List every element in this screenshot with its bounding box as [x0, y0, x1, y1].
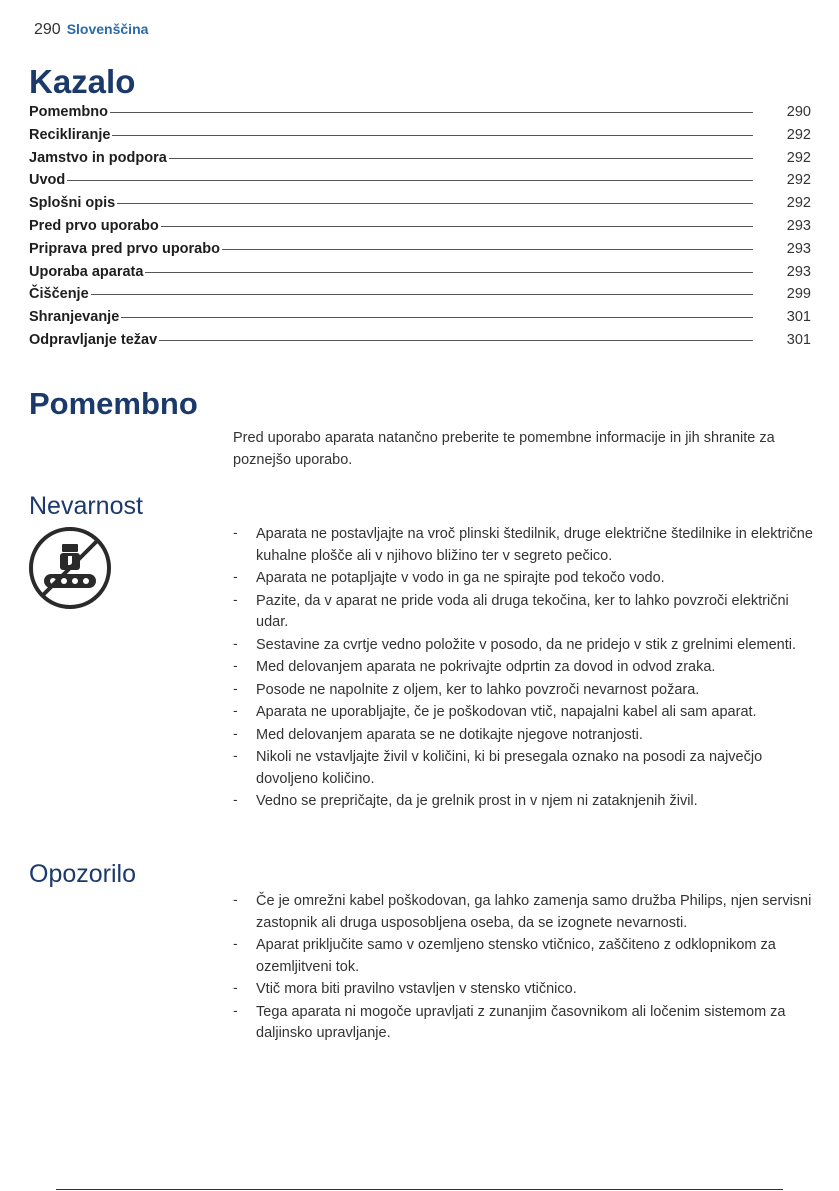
- bullet-dash: -: [233, 724, 238, 741]
- bullet-dash: -: [233, 568, 238, 584]
- toc-entry-label: Uvod: [29, 172, 66, 189]
- toc-entry[interactable]: [29, 264, 811, 287]
- toc-entry-label: Jamstvo in podpora: [29, 149, 167, 166]
- list-item: [233, 725, 813, 747]
- bullet-dash: -: [233, 747, 238, 763]
- list-item: [233, 747, 813, 790]
- toc-entry-label: Splošni opis: [29, 195, 116, 212]
- list-item-text: Tega aparata ni mogoče upravljati z zunanjim časovnikom ali ločenim sistemom za daljinsko upravljanje.: [256, 1003, 786, 1041]
- toc-entry-label: Pomembno: [29, 104, 108, 120]
- bullet-dash: -: [233, 634, 238, 651]
- list-item-text: Pazite, da v aparat ne pride voda ali druga tekočina, ker to lahko povzroči električni udar.: [256, 592, 789, 630]
- list-item-text: Če je omrežni kabel poškodovan, ga lahko zamenja samo družba Philips, njen servisni zastopnik ali druga usposobljena oseba, da se izognete nevarnosti.: [256, 893, 812, 931]
- subheading-danger: Nevarnost: [29, 492, 143, 520]
- list-item: [233, 702, 813, 724]
- toc-entry-page: 292: [786, 126, 811, 143]
- list-item-text: Med delovanjem aparata se ne dotikajte njegove notranjosti.: [256, 726, 643, 743]
- toc-title: Kazalo: [29, 63, 136, 100]
- toc-entry-page: 299: [786, 286, 811, 303]
- list-item: [233, 657, 813, 679]
- list-item-text: Vtič mora biti pravilno vstavljen v stensko vtičnico.: [256, 981, 577, 997]
- page-header: [34, 21, 148, 41]
- language-label: Slovenščina: [66, 21, 149, 37]
- toc-leader: [91, 294, 753, 295]
- toc-leader: [161, 226, 753, 227]
- toc-leader: [169, 158, 753, 159]
- toc-entry-page: 293: [786, 240, 811, 257]
- list-item: [233, 591, 813, 634]
- list-item-text: Nikoli ne vstavljajte živil v količini, ki bi presegala oznako na posodi za največjo dovoljeno količino.: [256, 749, 763, 787]
- toc-entry[interactable]: [29, 195, 811, 218]
- list-item-text: Aparat priključite samo v ozemljeno stensko vtičnico, zaščiteno z odklopnikom za ozemljitveni tok.: [256, 937, 776, 975]
- section-heading-important: Pomembno: [29, 386, 198, 421]
- toc-leader: [112, 135, 753, 136]
- warning-list: [233, 891, 813, 1046]
- toc-entry-page: 292: [786, 195, 811, 212]
- bullet-dash: -: [233, 524, 238, 540]
- subheading-warning: Opozorilo: [29, 860, 136, 888]
- toc-entry-page: 301: [786, 331, 811, 348]
- toc-entry-page: 292: [786, 172, 811, 189]
- bullet-dash: -: [233, 979, 238, 995]
- danger-list: [233, 524, 813, 814]
- no-stove-icon: [28, 526, 112, 610]
- page-number: 290: [34, 21, 61, 38]
- bullet-dash: -: [233, 891, 238, 907]
- toc-leader: [222, 249, 753, 250]
- toc-entry-page: 292: [786, 149, 811, 166]
- toc-entry-page: 290: [786, 104, 811, 120]
- list-item-text: Aparata ne uporabljajte, če je poškodovan vtič, napajalni kabel ali sam aparat.: [256, 704, 757, 720]
- bullet-dash: -: [233, 702, 238, 718]
- toc-entry[interactable]: [29, 286, 811, 309]
- toc-entry-page: 293: [786, 217, 811, 234]
- bullet-dash: -: [233, 657, 238, 673]
- toc-leader: [121, 317, 753, 318]
- list-item-text: Aparata ne potapljajte v vodo in ga ne spirajte pod tekočo vodo.: [256, 570, 665, 586]
- list-item: [233, 680, 813, 702]
- toc-entry-page: 301: [786, 309, 811, 326]
- toc-entry[interactable]: [29, 127, 811, 150]
- toc-leader: [145, 272, 753, 273]
- list-item: [233, 935, 813, 978]
- toc-leader: [159, 340, 753, 341]
- toc-entry[interactable]: [29, 309, 811, 332]
- footer-divider: [56, 1189, 783, 1190]
- toc-entry-label: Uporaba aparata: [29, 263, 144, 280]
- list-item-text: Sestavine za cvrtje vedno položite v posodo, da ne pridejo v stik z grelnimi elementi.: [256, 636, 797, 653]
- list-item: [233, 635, 813, 657]
- toc-entry-label: Pred prvo uporabo: [29, 217, 159, 234]
- list-item: [233, 1002, 813, 1045]
- toc-leader: [67, 180, 753, 181]
- toc-entry[interactable]: [29, 104, 811, 127]
- toc-entry-page: 293: [786, 263, 811, 280]
- list-item-text: Posode ne napolnite z oljem, ker to lahko povzroči nevarnost požara.: [256, 681, 700, 698]
- toc-entry-label: Recikliranje: [29, 126, 111, 143]
- bullet-dash: -: [233, 935, 238, 951]
- toc-entry[interactable]: [29, 332, 811, 355]
- list-item: [233, 979, 813, 1001]
- toc-entry[interactable]: [29, 150, 811, 173]
- list-item: [233, 891, 813, 934]
- toc-entry[interactable]: [29, 172, 811, 195]
- toc-entry-label: Priprava pred prvo uporabo: [29, 240, 220, 257]
- bullet-dash: -: [233, 590, 238, 607]
- list-item: [233, 524, 813, 567]
- toc-entry-label: Odpravljanje težav: [29, 331, 158, 348]
- toc-entry-label: Čiščenje: [29, 286, 89, 303]
- table-of-contents: [29, 104, 811, 355]
- toc-leader: [117, 203, 753, 204]
- bullet-dash: -: [233, 791, 238, 807]
- list-item: [233, 791, 813, 813]
- bullet-dash: -: [233, 1001, 238, 1018]
- toc-entry[interactable]: [29, 241, 811, 264]
- toc-entry-label: Shranjevanje: [29, 309, 120, 326]
- list-item-text: Med delovanjem aparata ne pokrivajte odprtin za dovod in odvod zraka.: [256, 659, 716, 675]
- toc-leader: [110, 112, 753, 113]
- list-item-text: Vedno se prepričajte, da je grelnik prost in v njem ni zataknjenih živil.: [256, 793, 698, 809]
- bullet-dash: -: [233, 679, 238, 696]
- toc-entry[interactable]: [29, 218, 811, 241]
- important-intro: Pred uporabo aparata natančno preberite te pomembne informacije in jih shranite za poznejšo uporabo.: [233, 430, 775, 468]
- list-item-text: Aparata ne postavljajte na vroč plinski štedilnik, druge električne štedilnike in električne kuhalne plošče ali v njihovo bližino ter v segreto pečico.: [256, 526, 813, 564]
- list-item: [233, 568, 813, 590]
